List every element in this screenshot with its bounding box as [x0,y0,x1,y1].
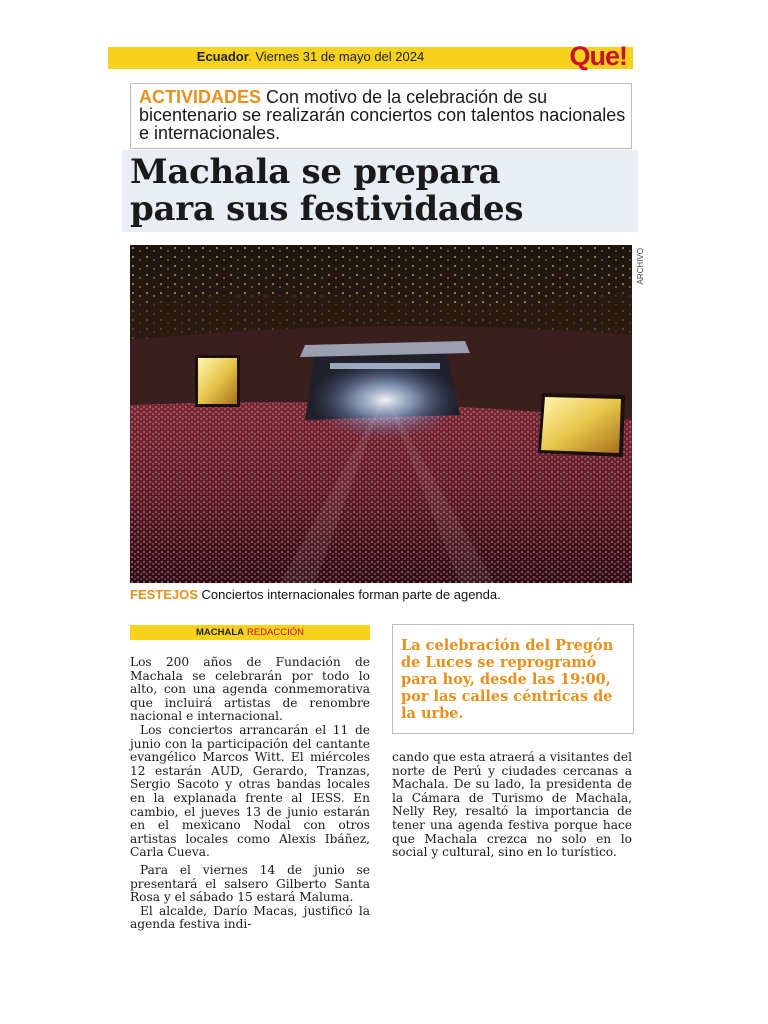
article-paragraph: Los conciertos arrancarán el 11 de junio con la participación del cantante evangélico Marcos Witt. El miércoles 12 estarán AUD, Gerardo, Tranzas, Sergio Sacoto y otras bandas locales en la explanada frente al IESS. En cambio, el jueves 13 de junio estarán en el mexicano Nodal con otros artistas locales como Alexis Ibáñez, Carla Cueva. [130,722,370,860]
article-paragraph: Los 200 años de Fundación de Machala se celebrarán por todo lo alto, con una agenda conmemorativa que incluirá artistas de renombre nacional e internacional. [130,655,370,724]
section-byline: REDACCIÓN [247,627,305,638]
pull-quote-box [392,624,634,734]
article-paragraph: El alcalde, Darío Macas, justificó la agenda festiva indi- [130,903,370,932]
headline [130,154,638,228]
headline-line-2: para sus festividades [130,189,524,229]
header-separator: . [248,49,252,64]
intro-body: Con motivo de la celebración de su bicentenario se realizarán conciertos con talentos nacionales e internacionales. [139,87,626,143]
headline-box [122,150,638,232]
intro-text [139,88,629,142]
intro-tag: ACTIVIDADES [139,87,262,107]
headline-line-1: Machala se prepara [130,152,501,192]
photo-credit: ARCHIVO [636,248,645,285]
header-country: Ecuador [196,49,249,64]
header-bar [108,41,633,71]
pull-quote-text: La celebración del Pregón de Luces se reprogramó para hoy, desde las 19:00, por las calles céntricas de la urbe. [401,637,614,722]
concert-photo [130,245,632,583]
photo-caption [130,587,630,602]
article-column-right [392,751,632,860]
header-dateline [108,49,513,64]
header-date: Viernes 31 de mayo del 2024 [255,49,425,64]
article-column-left [130,656,370,932]
section-tag [130,625,370,640]
article-paragraph: Para el viernes 14 de junio se presentará el salsero Gilberto Santa Rosa y el sábado 15 estará Maluma. [130,862,370,905]
caption-tag: FESTEJOS [130,587,198,602]
intro-box [130,83,632,149]
caption-text: Conciertos internacionales forman parte de agenda. [201,587,501,602]
brand-logo: Que! [569,41,627,71]
concert-illustration [130,245,632,583]
article-paragraph: cando que esta atraerá a visitantes del norte de Perú y ciudades cercanas a Machala. De su lado, la presidenta de la Cámara de Turismo de Machala, Nelly Rey, resaltó la importancia de tener una agenda festiva porque hace que Machala crezca no solo en lo social y cultural, sino en lo turístico. [392,750,632,860]
section-city: MACHALA [195,627,244,638]
